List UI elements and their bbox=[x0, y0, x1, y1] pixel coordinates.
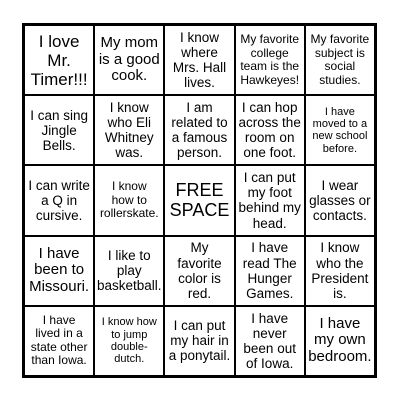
cell-text: I know how to rollerskate. bbox=[99, 179, 159, 221]
bingo-cell-r1c1[interactable] bbox=[24, 25, 94, 95]
bingo-cell-r5c5[interactable] bbox=[305, 306, 375, 376]
cell-text: I have lived in a state other than Iowa. bbox=[30, 313, 88, 368]
bingo-cell-r2c2[interactable] bbox=[94, 95, 164, 165]
cell-text: I like to play basketball. bbox=[97, 248, 162, 294]
cell-text: I have moved to a new school before. bbox=[312, 105, 368, 155]
bingo-cell-r4c3[interactable] bbox=[164, 236, 234, 306]
bingo-cell-r4c5[interactable] bbox=[305, 236, 375, 306]
cell-text: I can sing Jingle Bells. bbox=[30, 107, 88, 153]
bingo-cell-r3c2[interactable] bbox=[94, 165, 164, 235]
bingo-cell-r2c5[interactable] bbox=[305, 95, 375, 165]
bingo-cell-r2c3[interactable] bbox=[164, 95, 234, 165]
bingo-cell-r4c2[interactable] bbox=[94, 236, 164, 306]
bingo-cell-free-space[interactable] bbox=[164, 165, 234, 235]
cell-text: I have my own bedroom. bbox=[308, 314, 372, 366]
cell-text: My mom is a good cook. bbox=[98, 33, 160, 85]
bingo-cell-r3c5[interactable] bbox=[305, 165, 375, 235]
cell-text: My favorite college team is the Hawkeyes! bbox=[240, 32, 300, 87]
cell-text: I love Mr. Timer!!! bbox=[30, 31, 88, 89]
cell-text: My favorite color is red. bbox=[177, 240, 222, 301]
cell-text: I know who Eli Whitney was. bbox=[104, 100, 154, 161]
cell-text: I have read The Hunger Games. bbox=[242, 240, 297, 301]
bingo-cell-r3c1[interactable] bbox=[24, 165, 94, 235]
cell-text: I know how to jump double- dutch. bbox=[101, 316, 157, 366]
bingo-cell-r5c4[interactable] bbox=[235, 306, 305, 376]
cell-text: I wear glasses or contacts. bbox=[309, 177, 371, 224]
bingo-cell-r1c2[interactable] bbox=[94, 25, 164, 95]
bingo-cell-r1c5[interactable] bbox=[305, 25, 375, 95]
bingo-cell-r3c4[interactable] bbox=[235, 165, 305, 235]
bingo-board bbox=[22, 23, 377, 378]
cell-text: I can put my foot behind my head. bbox=[238, 170, 301, 231]
cell-text: I know who the President is. bbox=[311, 240, 369, 301]
bingo-cell-r5c2[interactable] bbox=[94, 306, 164, 376]
bingo-cell-r2c4[interactable] bbox=[235, 95, 305, 165]
cell-text: My favorite subject is social studies. bbox=[310, 32, 370, 87]
cell-text: I can hop across the room on one foot. bbox=[238, 100, 301, 161]
cell-text: I am related to a famous person. bbox=[171, 100, 228, 161]
bingo-cell-r2c1[interactable] bbox=[24, 95, 94, 165]
cell-text: I know where Mrs. Hall lives. bbox=[172, 29, 227, 91]
cell-text: I can write a Q in cursive. bbox=[28, 177, 90, 224]
bingo-cell-r4c1[interactable] bbox=[24, 236, 94, 306]
cell-text: I have been to Missouri. bbox=[29, 244, 90, 296]
bingo-cell-r1c4[interactable] bbox=[235, 25, 305, 95]
bingo-cell-r4c4[interactable] bbox=[235, 236, 305, 306]
bingo-cell-r5c3[interactable] bbox=[164, 306, 234, 376]
bingo-cell-r5c1[interactable] bbox=[24, 306, 94, 376]
cell-text: I can put my hair in a ponytail. bbox=[168, 318, 231, 364]
bingo-cell-r1c3[interactable] bbox=[164, 25, 234, 95]
free-space-text: FREE SPACE bbox=[169, 179, 230, 221]
cell-text: I have never been out of Iowa. bbox=[243, 310, 296, 371]
